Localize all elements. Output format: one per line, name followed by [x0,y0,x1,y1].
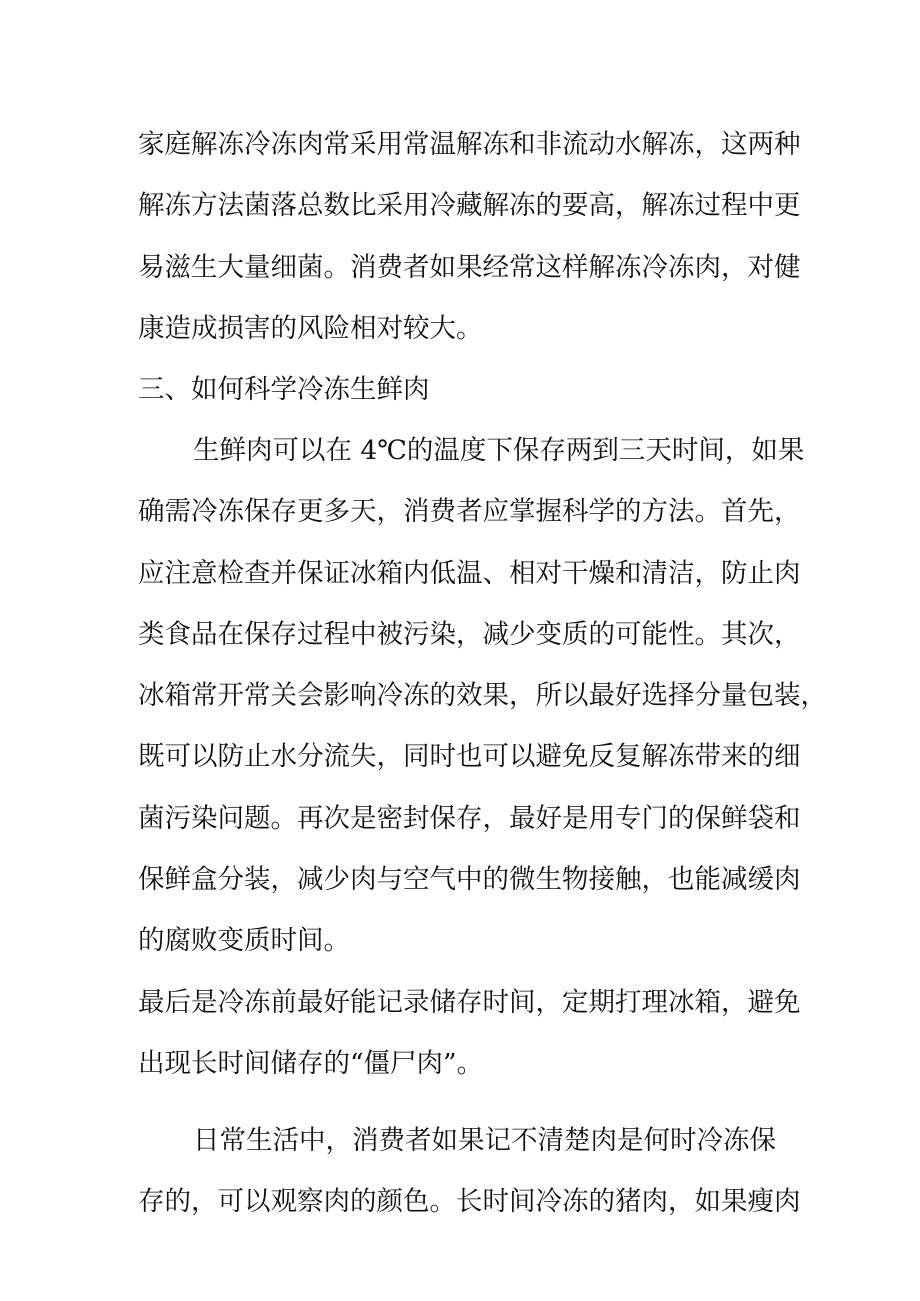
paragraph-2-line-9: 的腐败变质时间。 [138,925,350,957]
paragraph-2-line-5: 冰箱常开常关会影响冷冻的效果，所以最好选择分量包装， [138,680,827,712]
paragraph-2-line-4: 类食品在保存过程中被污染，减少变质的可能性。其次， [138,618,801,650]
paragraph-3-line-2: 出现长时间储存的“僵尸肉”。 [138,1048,484,1080]
section-heading-text: 三、如何科学冷冻生鲜肉 [138,374,430,405]
paragraph-1-line-2: 解冻方法菌落总数比采用冷藏解冻的要高，解冻过程中更 [138,190,801,222]
paragraph-2-line-2: 确需冷冻保存更多天，消费者应掌握科学的方法。首先， [138,496,801,528]
paragraph-3-line-1: 最后是冷冻前最好能记录储存时间，定期打理冰箱，避免 [138,987,801,1018]
section-heading [138,359,798,420]
paragraph-2 [138,420,827,972]
paragraph-4 [138,1110,801,1233]
paragraph-1 [138,114,801,359]
paragraph-1-line-3: 易滋生大量细菌。消费者如果经常这样解冻冷冻肉，对健 [138,251,801,283]
paragraph-2-line-6: 既可以防止水分流失，同时也可以避免反复解冻带来的细 [138,741,801,773]
paragraph-2-line-8: 保鲜盒分装，减少肉与空气中的微生物接触，也能减缓肉 [138,864,801,896]
paragraph-2-line-1: 生鲜肉可以在 4℃的温度下保存两到三天时间，如果 [193,435,805,466]
paragraph-4-line-1: 日常生活中，消费者如果记不清楚肉是何时冷冻保 [193,1125,776,1156]
paragraph-4-line-2: 存的，可以观察肉的颜色。长时间冷冻的猪肉，如果瘦肉 [138,1186,801,1218]
paragraph-2-line-7: 菌污染问题。再次是密封保存，最好是用专门的保鲜袋和 [138,802,801,834]
paragraph-1-line-1: 家庭解冻冷冻肉常采用常温解冻和非流动水解冻，这两种 [138,129,801,160]
paragraph-2-line-3: 应注意检查并保证冰箱内低温、相对干燥和清洁，防止肉 [138,557,801,589]
paragraph-3 [138,972,801,1095]
paragraph-1-line-4: 康造成损害的风险相对较大。 [138,312,483,344]
